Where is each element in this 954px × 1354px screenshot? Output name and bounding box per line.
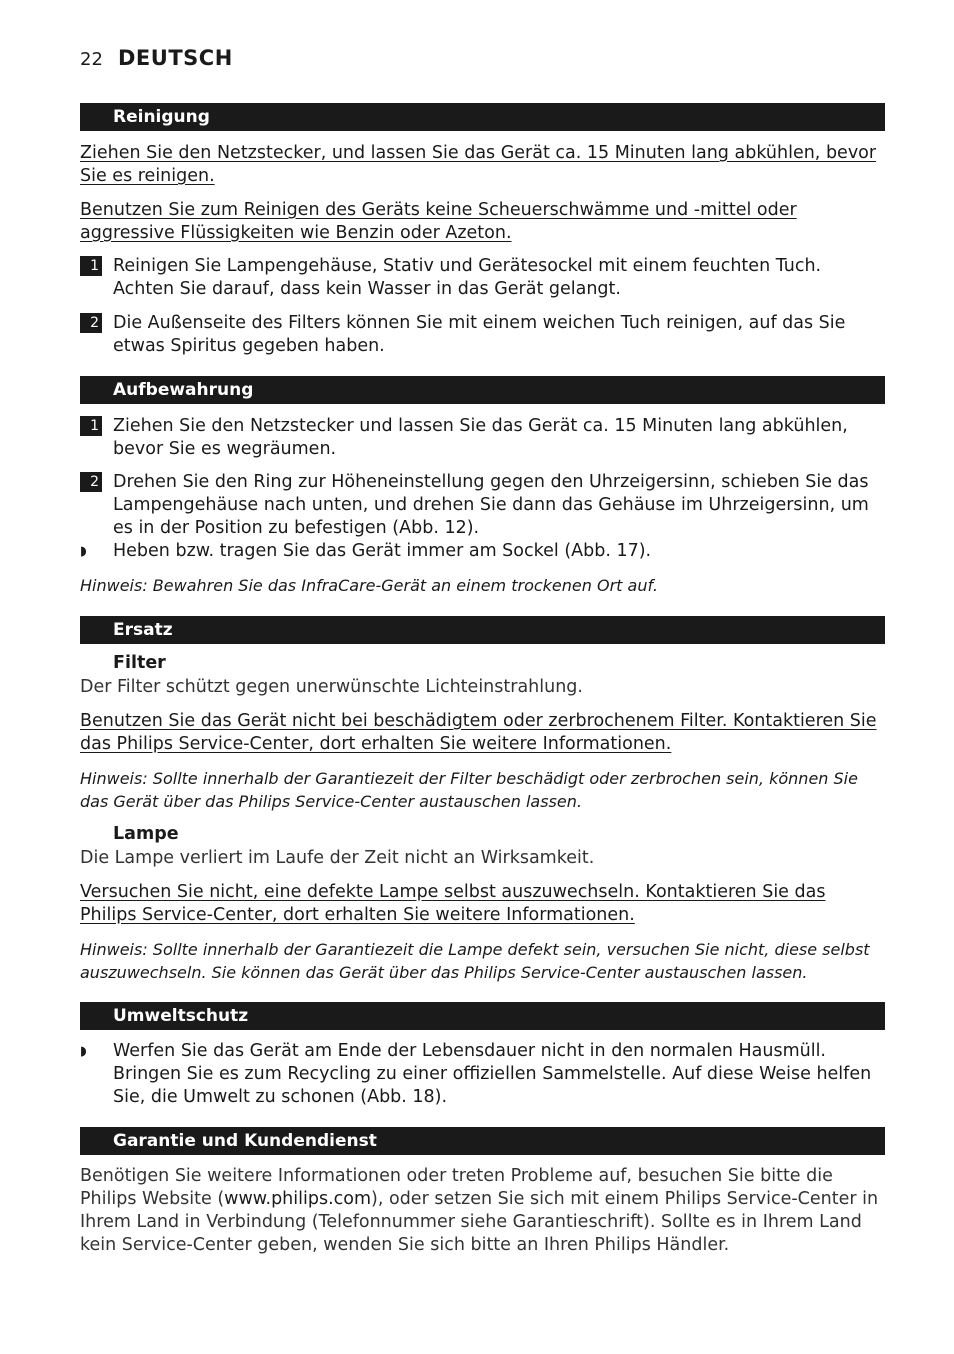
- garantie-text: [80, 1165, 886, 1257]
- section-bar-aufbewahrung: [80, 376, 885, 404]
- bullet-icon: ◗: [80, 544, 87, 559]
- section-title: Aufbewahrung: [113, 380, 254, 400]
- section-title: Reinigung: [113, 107, 210, 127]
- warning-text-content: Benutzen Sie das Gerät nicht bei beschädigtem oder zerbrochenem Filter. Kontaktieren Sie das Philips Service-Center, dort erhalten Sie weitere Informationen.: [80, 711, 877, 754]
- page-header: [80, 46, 233, 76]
- step-text: Drehen Sie den Ring zur Höheneinstellung gegen den Uhrzeigersinn, schieben Sie das Lampengehäuse nach unten, und drehen Sie dann das Gehäuse im Uhrzeigersinn, um es in der Position zu befestigen (Abb. 12).: [113, 472, 869, 538]
- bullet-item: [80, 540, 886, 563]
- subheading-lampe: Lampe: [113, 824, 179, 844]
- warning-text: [80, 199, 886, 245]
- bullet-item: [80, 1040, 886, 1109]
- step-number: 1: [80, 416, 102, 436]
- step-number: 1: [80, 256, 102, 276]
- note-text: Hinweis: Sollte innerhalb der Garantiezeit der Filter beschädigt oder zerbrochen sein, können Sie das Gerät über das Philips Service-Center austauschen lassen.: [80, 769, 858, 811]
- bullet-text: Werfen Sie das Gerät am Ende der Lebensdauer nicht in den normalen Hausmüll. Bringen Sie es zum Recycling zu einer offiziellen Sammelstelle. Auf diese Weise helfen Sie, die Umwelt zu schonen (Abb. 18).: [113, 1041, 872, 1107]
- warning-text-content: Versuchen Sie nicht, eine defekte Lampe selbst auszuwechseln. Kontaktieren Sie das Philips Service-Center, dort erhalten Sie weitere Informationen.: [80, 882, 826, 925]
- page-number: 22: [80, 49, 103, 70]
- lampe-description: Die Lampe verliert im Laufe der Zeit nicht an Wirksamkeit.: [80, 848, 595, 868]
- note-text: Hinweis: Bewahren Sie das InfraCare-Gerät an einem trockenen Ort auf.: [80, 576, 658, 595]
- garantie-text-before: Benötigen Sie weitere Informationen oder treten Probleme auf, besuchen Sie bitte die Philips Website (: [80, 1166, 833, 1209]
- step-number: 2: [80, 472, 102, 492]
- bullet-text: Heben bzw. tragen Sie das Gerät immer am Sockel (Abb. 17).: [113, 541, 652, 561]
- subheading-filter: Filter: [113, 653, 166, 673]
- bullet-icon: ◗: [80, 1044, 87, 1059]
- step-item: [80, 312, 886, 358]
- philips-website-link[interactable]: www.philips.com: [224, 1189, 372, 1209]
- section-bar-garantie: [80, 1127, 885, 1155]
- warning-text-content: Ziehen Sie den Netzstecker, und lassen Sie das Gerät ca. 15 Minuten lang abkühlen, bevor Sie es reinigen.: [80, 143, 877, 186]
- warning-text: [80, 710, 886, 756]
- note-text: Hinweis: Sollte innerhalb der Garantiezeit die Lampe defekt sein, versuchen Sie nicht, diese selbst auszuwechseln. Sie können das Gerät über das Philips Service-Center austauschen lassen.: [80, 940, 870, 982]
- step-item: [80, 471, 886, 540]
- section-title: Umweltschutz: [113, 1006, 249, 1026]
- warning-text-content: Benutzen Sie zum Reinigen des Geräts keine Scheuerschwämme und -mittel oder aggressive Flüssigkeiten wie Benzin oder Azeton.: [80, 200, 797, 243]
- step-text: Die Außenseite des Filters können Sie mit einem weichen Tuch reinigen, auf das Sie etwas Spiritus gegeben haben.: [113, 313, 846, 356]
- step-text: Reinigen Sie Lampengehäuse, Stativ und Gerätesockel mit einem feuchten Tuch. Achten Sie darauf, dass kein Wasser in das Gerät gelangt.: [113, 256, 822, 299]
- filter-description: Der Filter schützt gegen unerwünschte Lichteinstrahlung.: [80, 677, 583, 697]
- step-number: 2: [80, 313, 102, 333]
- warning-text: [80, 142, 886, 188]
- step-item: [80, 255, 886, 301]
- section-title: Ersatz: [113, 620, 173, 640]
- language-heading: DEUTSCH: [118, 46, 233, 70]
- section-bar-umweltschutz: [80, 1002, 885, 1030]
- warning-text: [80, 881, 886, 927]
- step-item: [80, 415, 886, 461]
- garantie-text-after: ), oder setzen Sie sich mit einem Philips Service-Center in Ihrem Land in Verbindung (Telefonnummer siehe Garantieschrift). Sollte es in Ihrem Land kein Service-Center geben, wenden Sie sich bitte an Ihren Philips Händler.: [80, 1189, 879, 1255]
- section-bar-ersatz: [80, 616, 885, 644]
- step-text: Ziehen Sie den Netzstecker und lassen Sie das Gerät ca. 15 Minuten lang abkühlen, bevor Sie es wegräumen.: [113, 416, 848, 459]
- section-title: Garantie und Kundendienst: [113, 1131, 377, 1151]
- section-bar-reinigung: [80, 103, 885, 131]
